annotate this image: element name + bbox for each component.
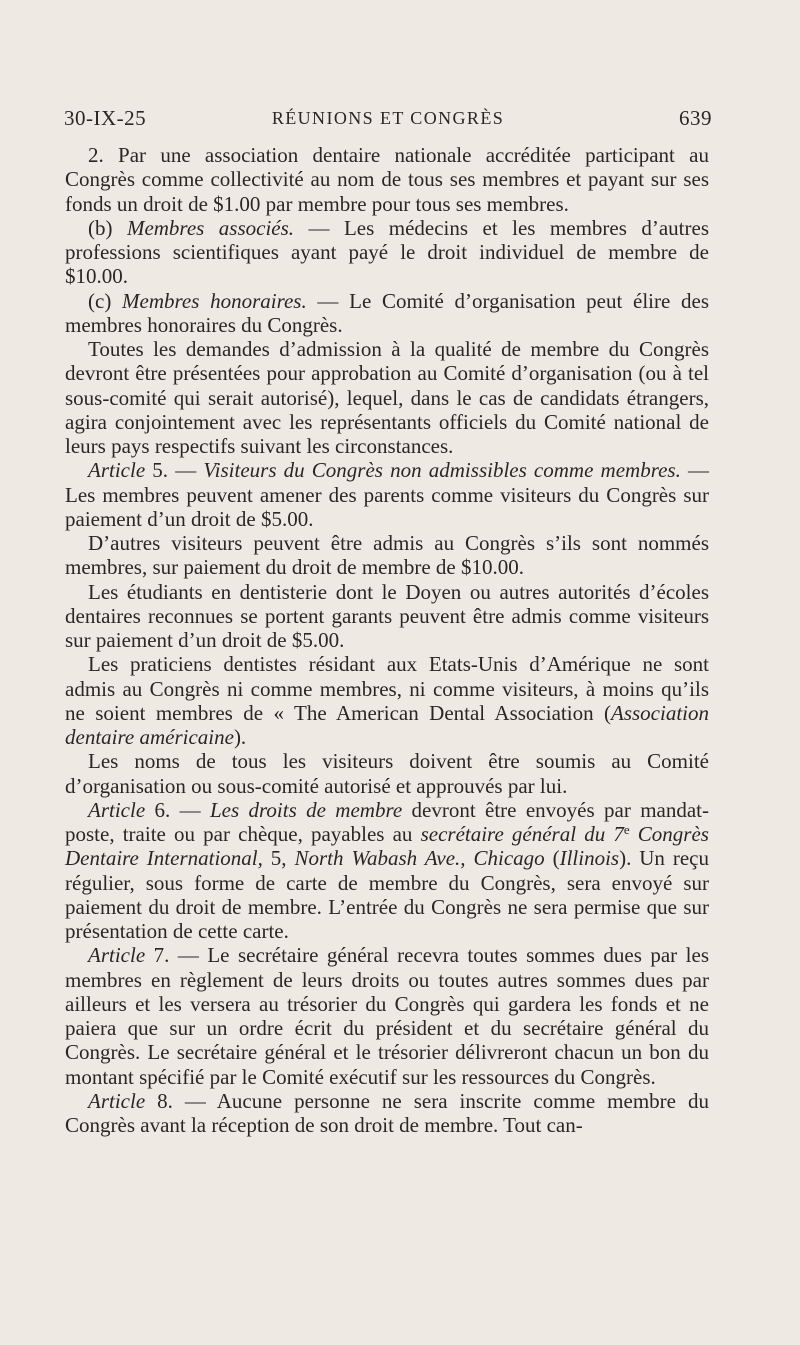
italic-text: Illinois bbox=[559, 846, 620, 871]
paragraph bbox=[65, 216, 709, 289]
italic-text: Article bbox=[88, 1088, 146, 1113]
text-run: 6. — bbox=[145, 797, 210, 822]
italic-text: Membres honoraires. bbox=[122, 288, 307, 313]
text-run: — Les membres peuvent amener des parents comme visiteurs du Congrès sur paiement d’un droit de $5.00. bbox=[65, 458, 710, 531]
paragraph bbox=[65, 289, 709, 338]
text-run: ). Un reçu régulier, sous forme de carte de membre du Congrès, sera envoyé sur paiement du droit de membre. L’entrée du Congrès ne sera permise que sur présentation de cette carte. bbox=[65, 846, 709, 943]
text-run: 7. — Le secrétaire général recevra toutes sommes dues par les membres en règlement de leurs droits ou toutes autres sommes dues par ailleurs et les versera au trésorier du Congrès qui gardera les fonds et ne paiera que sur un ordre écrit du président et du secrétaire général du Congrès. Le secrétaire général et le trésorier délivreront chacun un bon du montant spécifié par le Comité exécutif sur les ressources du Congrès. bbox=[65, 943, 709, 1089]
text-run: 5. — bbox=[145, 458, 204, 483]
text-run: Les praticiens dentistes résidant aux Etats-Unis d’Amérique ne sont admis au Congrès ni comme membres, ni comme visiteurs, à moins qu’ils ne soient membres de « The American Dental Association ( bbox=[65, 652, 709, 725]
header-title: RÉUNIONS ET CONGRÈS bbox=[271, 108, 505, 128]
text-run: 5, bbox=[262, 846, 295, 871]
text-run: devront être envoyés par mandat-poste, traite ou par chèque, payables au bbox=[65, 797, 709, 846]
text-run: — Le Comité d’organisation peut élire des membres honoraires du Congrès. bbox=[65, 288, 710, 337]
italic-text: Article bbox=[88, 797, 146, 822]
header-date: 30-IX-25 bbox=[64, 106, 147, 130]
text-run: (b) bbox=[88, 215, 127, 240]
superscript: e bbox=[623, 822, 630, 837]
paragraph bbox=[65, 458, 709, 531]
italic-text: Visiteurs du Congrès non admissibles comme membres. bbox=[203, 458, 681, 483]
text-run: ). bbox=[233, 725, 247, 749]
paragraph bbox=[65, 943, 709, 1089]
paragraph bbox=[65, 749, 709, 798]
text-run: Les étudiants en dentisterie dont le Doyen ou autres autorités d’écoles dentaires reconnues se portent garants peuvent être admis comme visiteurs sur paiement d’un droit de $5.00. bbox=[65, 579, 709, 652]
italic-text: Congrès Dentaire International, bbox=[65, 822, 709, 871]
paragraph bbox=[65, 531, 709, 580]
text-run: 8. — Aucune personne ne sera inscrite comme membre du Congrès avant la réception de son droit de membre. Tout can- bbox=[65, 1088, 709, 1137]
italic-text: secrétaire général du 7 bbox=[420, 822, 624, 846]
paragraph bbox=[65, 1089, 709, 1138]
text-run: Toutes les demandes d’admission à la qualité de membre du Congrès devront être présentées pour approbation au Comité d’organisation (ou à tel sous-comité qui serait autorisé), lequel, dans le cas de candidats étrangers, agira conjointement avec les représentants officiels du Comité national de leurs pays respectifs suivant les circonstances. bbox=[65, 337, 709, 458]
running-header bbox=[64, 106, 712, 138]
italic-text: Association dentaire américaine bbox=[65, 700, 709, 749]
paragraph bbox=[65, 580, 709, 653]
body-text bbox=[65, 143, 709, 1137]
italic-text: Article bbox=[88, 943, 146, 968]
page-number: 639 bbox=[679, 106, 712, 130]
text-run: ( bbox=[544, 846, 560, 871]
text-run: — Les médecins et les membres d’autres professions scientifiques ayant payé le droit individuel de membre de $10.00. bbox=[65, 215, 709, 289]
italic-text: Membres associés. bbox=[126, 215, 295, 240]
paragraph bbox=[65, 652, 709, 749]
text-run: Les noms de tous les visiteurs doivent être soumis au Comité d’organisation ou sous-comité autorisé et approuvés par lui. bbox=[65, 749, 709, 798]
paragraph bbox=[65, 143, 709, 216]
text-run: D’autres visiteurs peuvent être admis au Congrès s’ils sont nommés membres, sur paiement du droit de membre de $10.00. bbox=[65, 531, 709, 580]
paragraph bbox=[65, 337, 709, 458]
italic-text: Les droits de membre bbox=[209, 797, 403, 822]
paragraph bbox=[65, 798, 709, 944]
italic-text: North Wabash Ave., Chicago bbox=[294, 846, 545, 871]
italic-text: Article bbox=[88, 458, 146, 483]
text-run: 2. Par une association dentaire nationale accréditée participant au Congrès comme collectivité au nom de tous ses membres et payant sur ses fonds un droit de $1.00 par membre pour tous ses membres. bbox=[65, 143, 709, 216]
text-run: (c) bbox=[88, 288, 123, 313]
